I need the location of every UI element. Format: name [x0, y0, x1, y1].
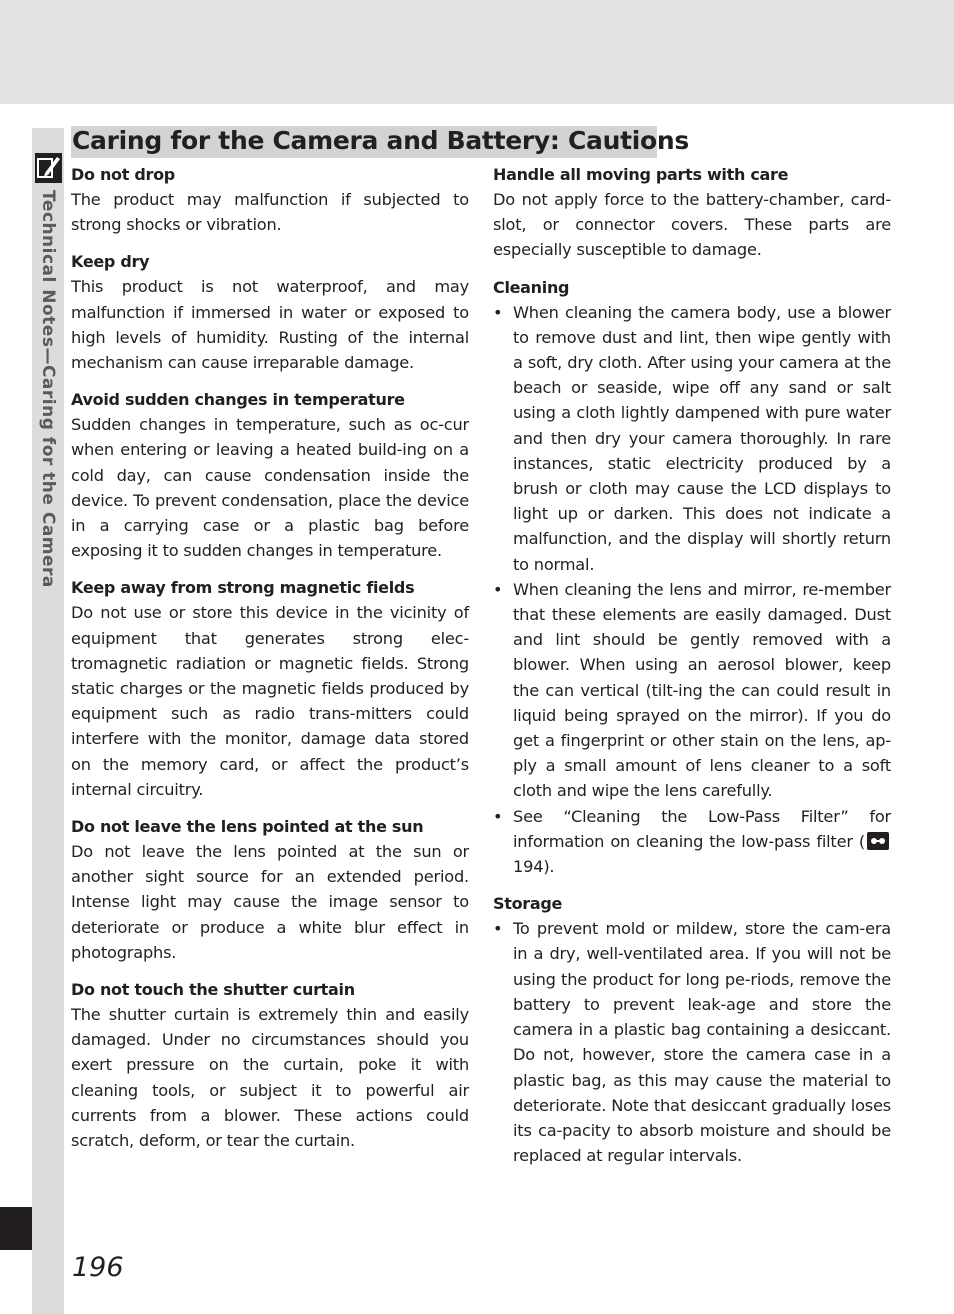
section-body: Do not apply force to the battery-chamber, card-slot, or connector covers. These parts are especially susceptible to damage.	[493, 190, 891, 260]
section-cleaning	[493, 275, 891, 880]
section-magnetic-fields	[71, 575, 469, 802]
list-item: • When cleaning the camera body, use a blower to remove dust and lint, then wipe gently with a soft, dry cloth. After using your camera at the beach or seaside, wipe off any sand or salt using a cloth lightly dampened with pure water and then dry your camera thoroughly. In rare instances, static electricity produced by a brush or cloth may cause the LCD displays to light up or darken. This does not indicate a malfunction, and the display will shortly return to normal.	[493, 300, 891, 577]
list-item: • When cleaning the lens and mirror, re-member that these elements are easily damaged. Dust and lint should be gently removed with a blower. When using an aerosol blower, keep the can vertical (tilt-ing the can could result in liquid being sprayed on the mirror). If you do get a fingerprint or other stain on the lens, ap-ply a small amount of lens cleaner to a soft cloth and wipe the lens carefully.	[493, 577, 891, 804]
section-heading: Keep dry	[71, 252, 150, 272]
reference-text: See “Cleaning the Low-Pass Filter” for information on cleaning the low-pass filter (	[513, 806, 891, 851]
list-item: • To prevent mold or mildew, store the cam-era in a dry, well-ventilated area. If you will not be using the product for long pe-riods, remove the battery to prevent leak-age and store the camera in a plastic bag containing a desiccant. Do not, however, store the camera case in a plastic bag, as this may cause the material to deteriorate. Note that desiccant gradually loses its ca-pacity to absorb moisture and should be replaced at regular intervals.	[493, 916, 891, 1168]
pencil-note-icon	[35, 153, 62, 183]
top-gray-band	[0, 0, 954, 104]
section-body: The shutter curtain is extremely thin and easily damaged. Under no circumstances should you exert pressure on the curtain, poke it with cleaning tools, or subject it to powerful air currents from a blower. These actions could scratch, deform, or tear the curtain.	[71, 1005, 469, 1151]
section-body: Sudden changes in temperature, such as oc-cur when entering or leaving a heated build-ing on a cold day, can cause condensation inside the device. To prevent condensation, place the device in a carrying case or a plastic bag before exposing it to sudden changes in temperature.	[71, 415, 469, 561]
cleaning-list	[493, 300, 891, 880]
section-heading: Keep away from strong magnetic fields	[71, 578, 415, 598]
chapter-edge-tab	[0, 1207, 32, 1250]
section-heading: Do not touch the shutter curtain	[71, 980, 355, 1000]
section-moving-parts	[493, 162, 891, 263]
section-shutter-curtain	[71, 977, 469, 1153]
section-temperature	[71, 387, 469, 563]
section-heading: Do not drop	[71, 165, 175, 184]
page-title: Caring for the Camera and Battery: Cautions	[72, 126, 689, 155]
reference-close: ).	[543, 857, 555, 877]
reference-page: 194	[513, 857, 544, 877]
chapter-side-label: Technical Notes—Caring for the Camera	[38, 190, 58, 588]
section-heading: Avoid sudden changes in temperature	[71, 390, 405, 410]
section-body: Do not use or store this device in the vicinity of equipment that generates strong elec-tromagnetic radiation or magnetic fields. Strong static charges or the magnetic fields produced by equipment such as radio trans-mitters could interfere with the monitor, damage data stored on the memory card, or affect the product’s internal circuitry.	[71, 603, 469, 799]
section-heading: Handle all moving parts with care	[493, 165, 789, 184]
section-keep-dry	[71, 249, 469, 375]
list-item-reference	[493, 804, 891, 880]
page-reference-icon	[867, 832, 889, 850]
section-sun	[71, 814, 469, 965]
section-body: The product may malfunction if subjected to strong shocks or vibration.	[71, 190, 469, 235]
section-do-not-drop	[71, 162, 469, 237]
section-storage	[493, 891, 891, 1168]
section-heading: Cleaning	[493, 277, 570, 297]
left-column	[71, 162, 469, 1165]
right-column	[493, 162, 891, 1180]
section-heading: Storage	[493, 894, 563, 914]
section-heading: Do not leave the lens pointed at the sun	[71, 817, 424, 837]
storage-list	[493, 916, 891, 1168]
page-number: 196	[72, 1252, 124, 1283]
section-body: Do not leave the lens pointed at the sun or another sight source for an extended period. Intense light may cause the image sensor to deteriorate or produce a white blur effect in photographs.	[71, 842, 469, 962]
section-body: This product is not waterproof, and may malfunction if immersed in water or exposed to high levels of humidity. Rusting of the internal mechanism can cause irreparable damage.	[71, 277, 469, 373]
